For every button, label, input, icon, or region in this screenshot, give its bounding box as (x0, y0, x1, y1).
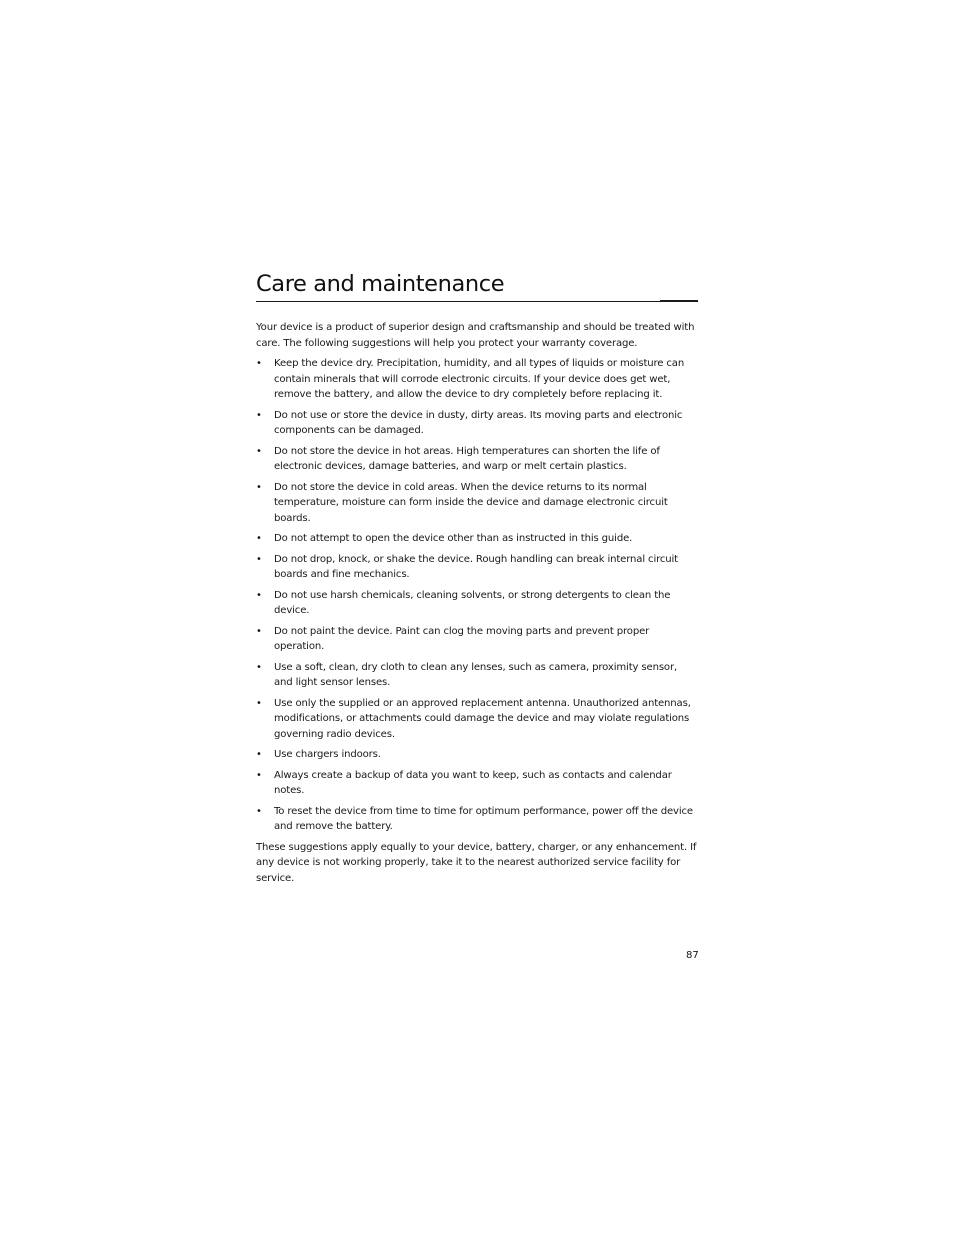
list-item (256, 660, 698, 691)
closing-paragraph: These suggestions apply equally to your device, battery, charger, or any enhancement. If any device is not working properly, take it to the nearest authorized service facility for service. (256, 841, 697, 884)
list-item-text: Do not drop, knock, or shake the device. Rough handling can break internal circuit boards and fine mechanics. (274, 553, 678, 581)
list-item-text: Do not attempt to open the device other than as instructed in this guide. (274, 533, 633, 545)
list-item (256, 588, 698, 619)
list-item-text: Do not store the device in cold areas. When the device returns to its normal temperature, moisture can form inside the device and damage electronic circuit boards. (274, 481, 668, 524)
list-item-text: Do not use harsh chemicals, cleaning solvents, or strong detergents to clean the device. (274, 589, 671, 617)
bullet-icon: • (256, 697, 262, 709)
list-item (256, 747, 698, 763)
list-item (256, 552, 698, 583)
bullet-icon: • (256, 769, 262, 781)
bullet-icon: • (256, 625, 262, 637)
bullet-icon: • (256, 358, 262, 370)
bullet-icon: • (256, 749, 262, 761)
list-item (256, 531, 698, 547)
bullet-icon: • (256, 409, 262, 421)
list-item-text: Use only the supplied or an approved replacement antenna. Unauthorized antennas, modifications, or attachments could damage the device and may violate regulations governing radio devices. (274, 697, 691, 740)
list-item (256, 480, 698, 527)
bullet-icon: • (256, 661, 262, 673)
list-item (256, 408, 698, 439)
list-item-text: Always create a backup of data you want to keep, such as contacts and calendar notes. (274, 769, 672, 797)
list-item (256, 804, 698, 835)
title-rule (256, 301, 698, 302)
list-item-text: Keep the device dry. Precipitation, humidity, and all types of liquids or moisture can contain minerals that will corrode electronic circuits. If your device does get wet, remove the battery, and allow the device to dry completely before replacing it. (274, 358, 685, 401)
list-item-text: Do not paint the device. Paint can clog the moving parts and prevent proper operation. (274, 625, 650, 653)
list-item (256, 356, 698, 403)
list-item (256, 444, 698, 475)
bullet-icon: • (256, 589, 262, 601)
list-item-text: Use a soft, clean, dry cloth to clean any lenses, such as camera, proximity sensor, and light sensor lenses. (274, 661, 678, 689)
list-item (256, 768, 698, 799)
title-rule-accent (660, 300, 698, 302)
page-content (256, 266, 698, 886)
bullet-icon: • (256, 533, 262, 545)
list-item-text: Do not use or store the device in dusty, dirty areas. Its moving parts and electronic components can be damaged. (274, 409, 683, 437)
bullet-icon: • (256, 805, 262, 817)
bullet-icon: • (256, 553, 262, 565)
list-item (256, 624, 698, 655)
list-item-text: Do not store the device in hot areas. High temperatures can shorten the life of electronic devices, damage batteries, and warp or melt certain plastics. (274, 445, 660, 473)
intro-paragraph: Your device is a product of superior design and craftsmanship and should be treated with care. The following suggestions will help you protect your warranty coverage. (256, 322, 695, 349)
list-item (256, 696, 698, 743)
care-suggestions-list (256, 356, 698, 835)
bullet-icon: • (256, 481, 262, 493)
page-number: 87 (686, 950, 699, 961)
bullet-icon: • (256, 445, 262, 457)
page-title: Care and maintenance (256, 271, 505, 297)
list-item-text: To reset the device from time to time for optimum performance, power off the device and remove the battery. (274, 805, 693, 833)
list-item-text: Use chargers indoors. (274, 749, 381, 761)
